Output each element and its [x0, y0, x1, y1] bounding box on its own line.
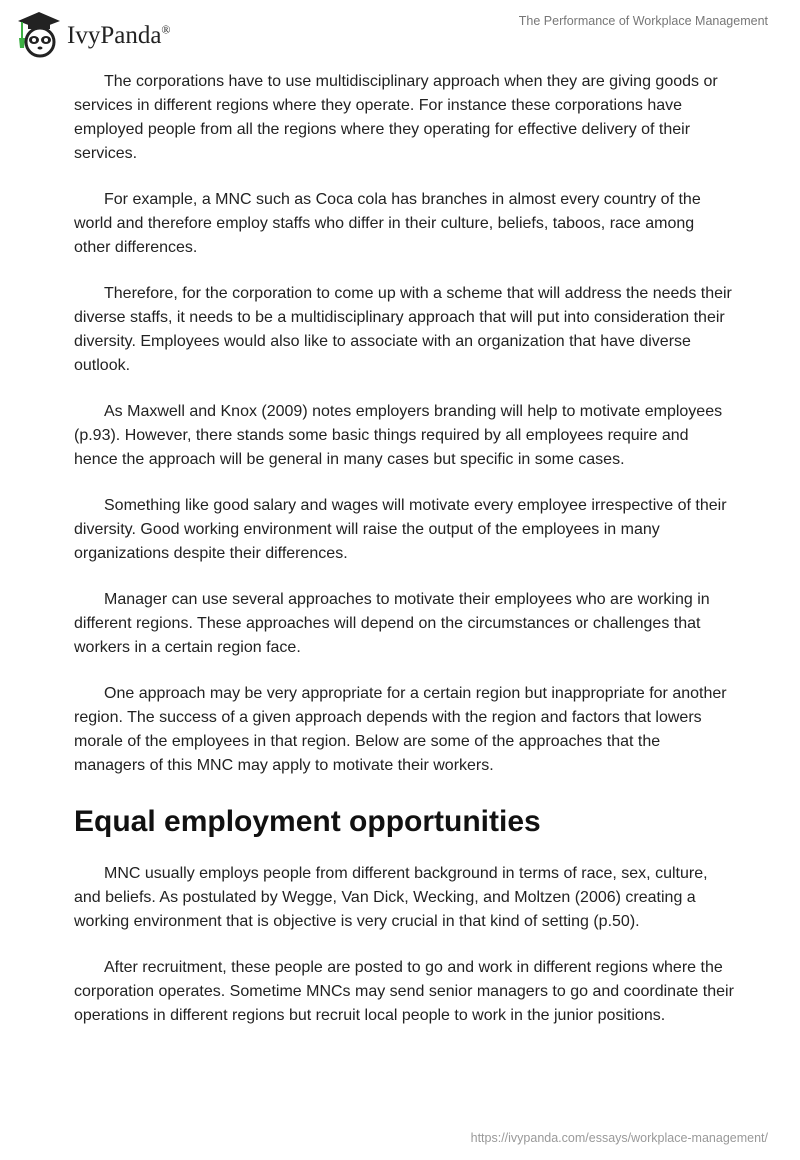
paragraph: For example, a MNC such as Coca cola has branches in almost every country of the world and therefore employ staffs who differ in their culture, beliefs, taboos, race among other differences. — [74, 191, 701, 256]
section-heading: Equal employment opportunities — [74, 805, 541, 838]
paragraph: After recruitment, these people are posted to go and work in different regions where the corporation operates. Sometime MNCs may send senior managers to go and coordinate their operations in different regions but recruit local people to work in the junior positions. — [74, 959, 734, 1024]
paragraph: One approach may be very appropriate for a certain region but inappropriate for another region. The success of a given approach depends with the region and factors that lowers morale of the employees in that region. Below are some of the approaches that the managers of this MNC may apply to motivate their workers. — [74, 685, 727, 774]
panda-graduate-icon — [14, 8, 64, 58]
source-url[interactable]: https://ivypanda.com/essays/workplace-management/ — [470, 1131, 768, 1145]
paragraph: Therefore, for the corporation to come up with a scheme that will address the needs their diverse staffs, it needs to be a multidisciplinary approach that will put into consideration their diversity. Employees would also like to associate with an organization that have diverse outlook. — [74, 285, 732, 374]
paragraph: MNC usually employs people from different background in terms of race, sex, culture, and beliefs. As postulated by Wegge, Van Dick, Wecking, and Moltzen (2006) creating a working environment that is objective is very crucial in that kind of setting (p.50). — [74, 865, 708, 930]
paragraph: Something like good salary and wages will motivate every employee irrespective of their diversity. Good working environment will raise the output of the employees in many organizations despite their differences. — [74, 497, 727, 562]
paragraph: The corporations have to use multidisciplinary approach when they are giving goods or services in different regions where they operate. For instance these corporations have employed people from all the regions where they operating for effective delivery of their services. — [74, 73, 718, 162]
paragraph: Manager can use several approaches to motivate their employees who are working in different regions. These approaches will depend on the circumstances or challenges that workers in a certain region face. — [74, 591, 710, 656]
ivypanda-logo[interactable] — [14, 8, 171, 58]
paragraph: As Maxwell and Knox (2009) notes employers branding will help to motivate employees (p.93). However, there stands some basic things required by all employees require and hence the approach will be general in many cases but specific in some cases. — [74, 403, 723, 468]
brand-name: IvyPanda® — [67, 22, 171, 49]
essay-content — [74, 70, 734, 1050]
document-title: The Performance of Workplace Management — [518, 14, 768, 28]
